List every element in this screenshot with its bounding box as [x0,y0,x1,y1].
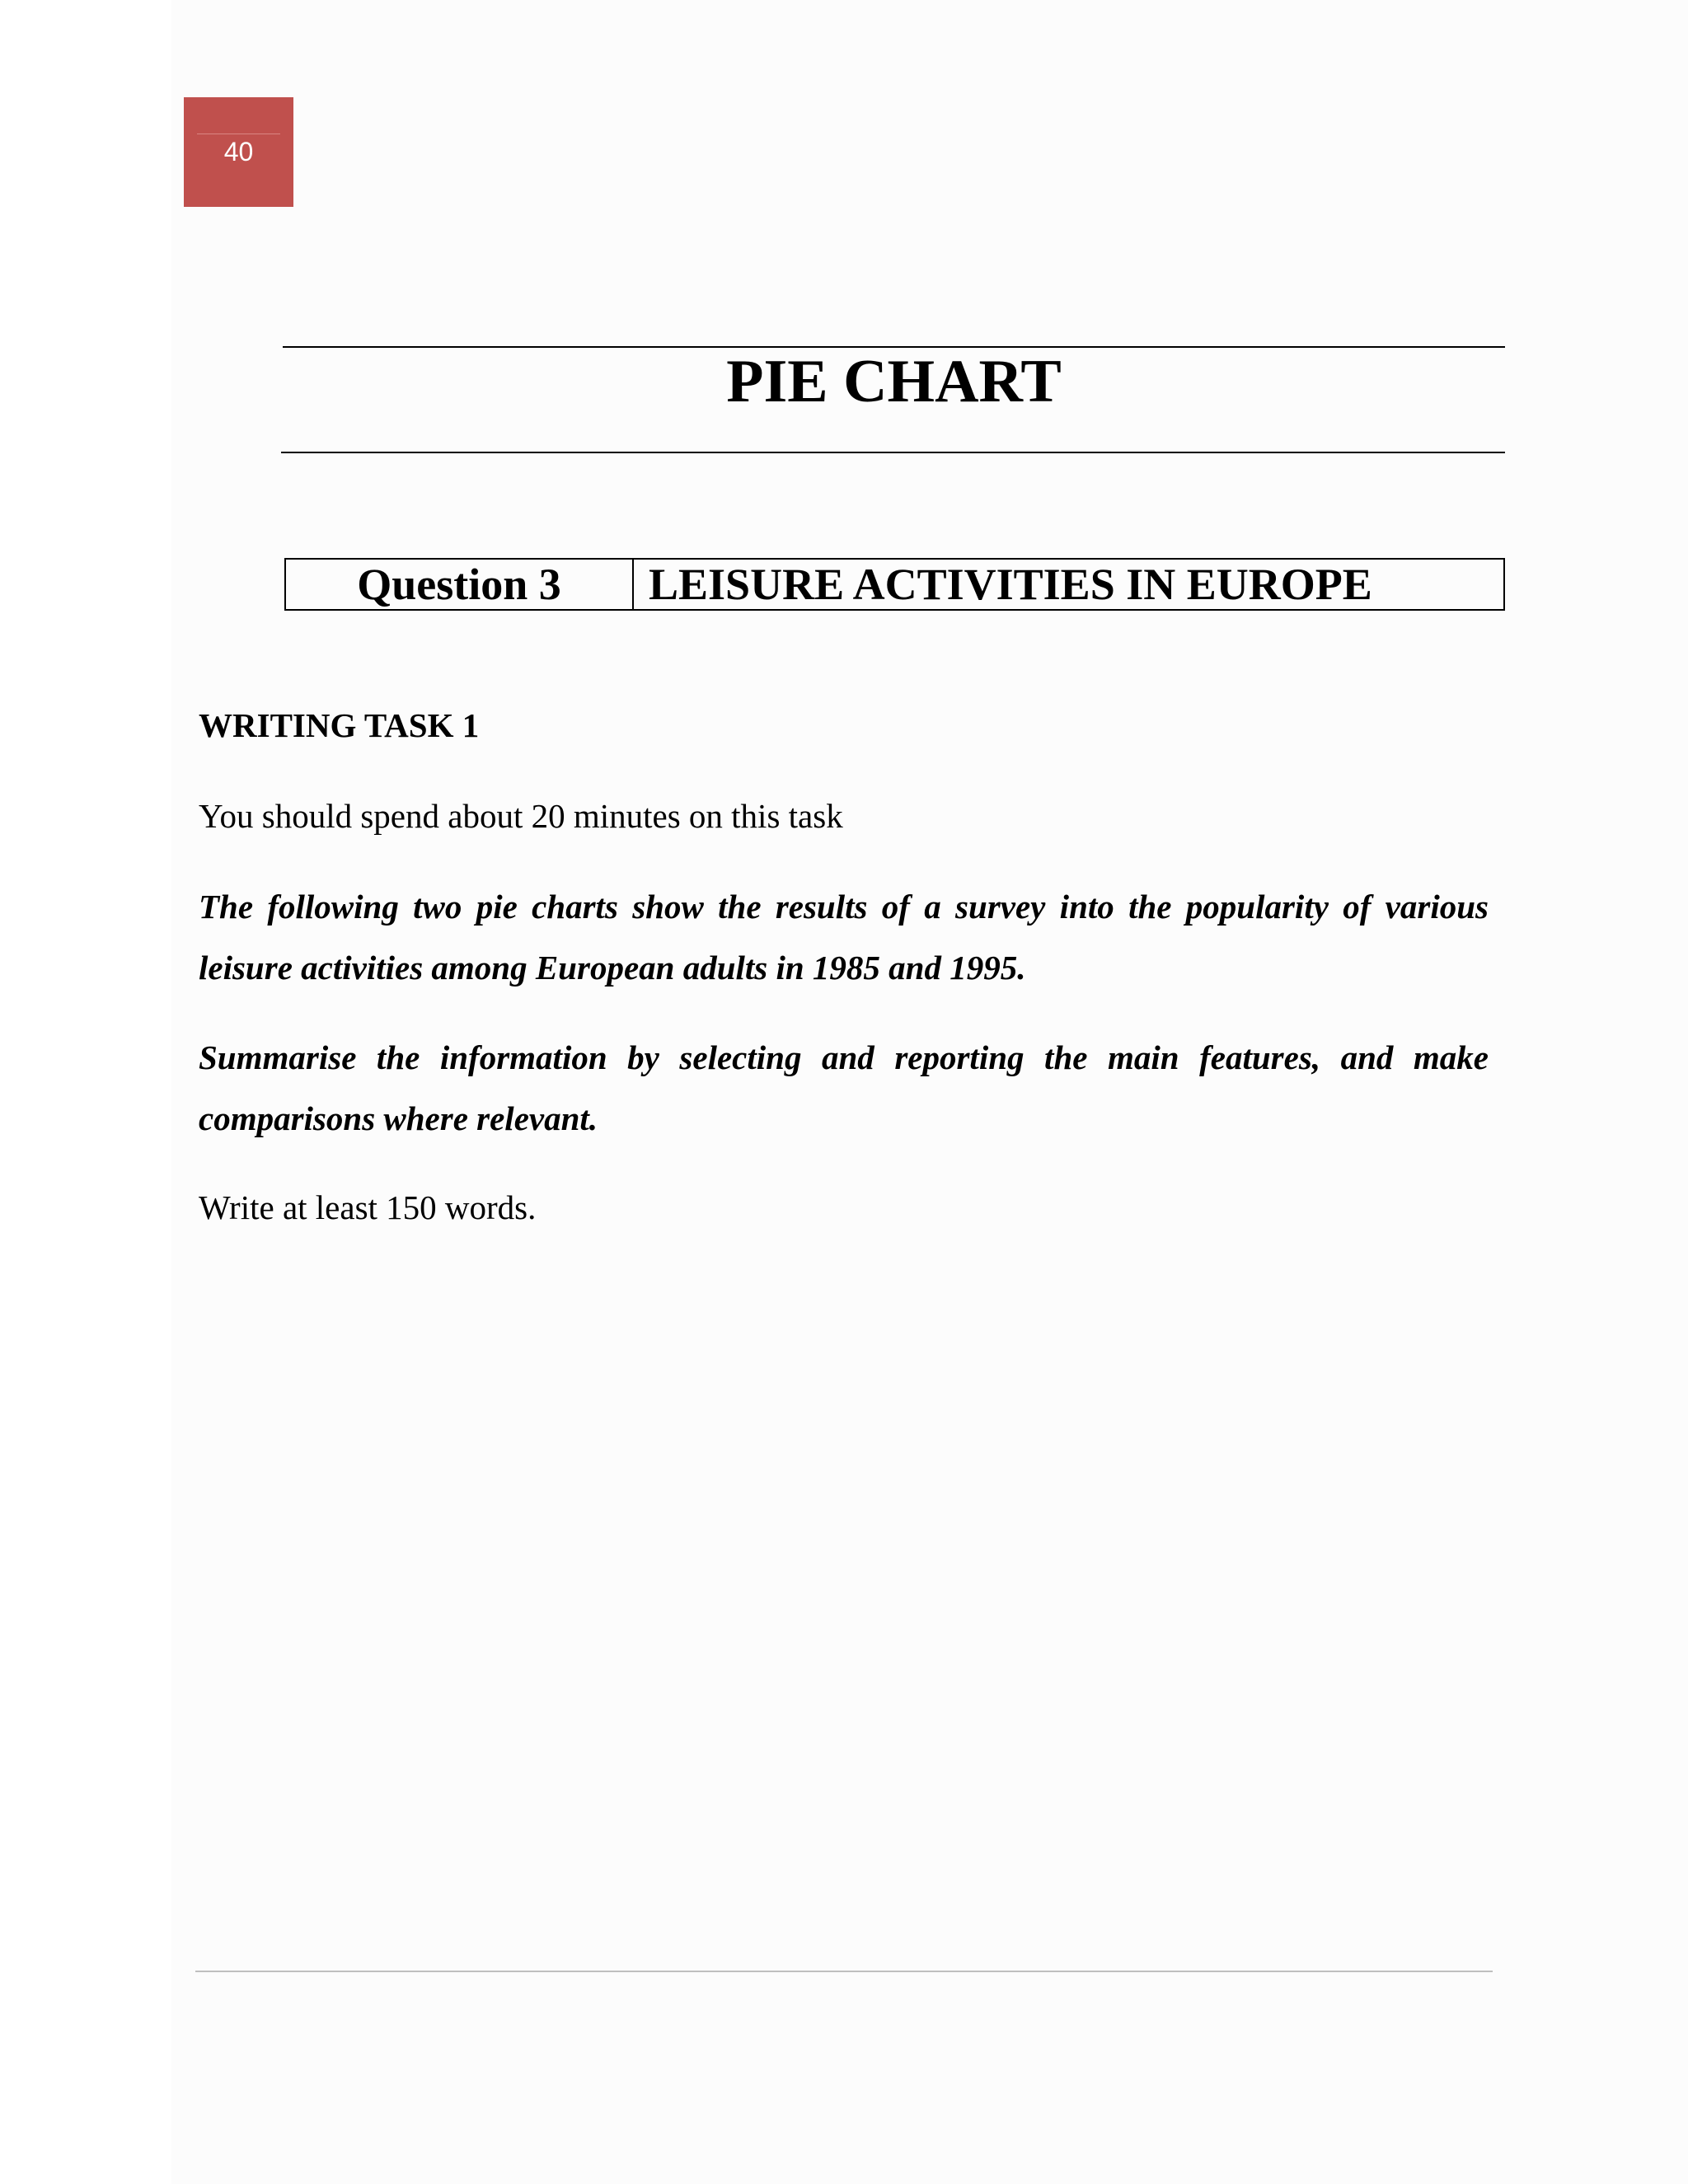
question-table [284,558,1505,611]
footer-rule [195,1971,1493,1972]
page-number: 40 [223,137,254,166]
task-description: The following two pie charts show the results of a survey into the popularity of various leisure activities among European adults in 1985 and 1995. [199,888,1489,987]
task-heading: WRITING TASK 1 [199,706,480,744]
title-bottom-rule [281,452,1505,453]
task-instruction: Summarise the information by selecting and reporting the main features, and make comparisons where relevant. [199,1038,1489,1137]
section-title: PIE CHART [726,348,1062,415]
time-instruction: You should spend about 20 minutes on this task [199,797,843,835]
question-number: Question 3 [286,560,634,609]
page-number-badge [184,97,293,207]
word-count-instruction: Write at least 150 words. [199,1188,537,1226]
question-topic: LEISURE ACTIVITIES IN EUROPE [649,560,1372,609]
